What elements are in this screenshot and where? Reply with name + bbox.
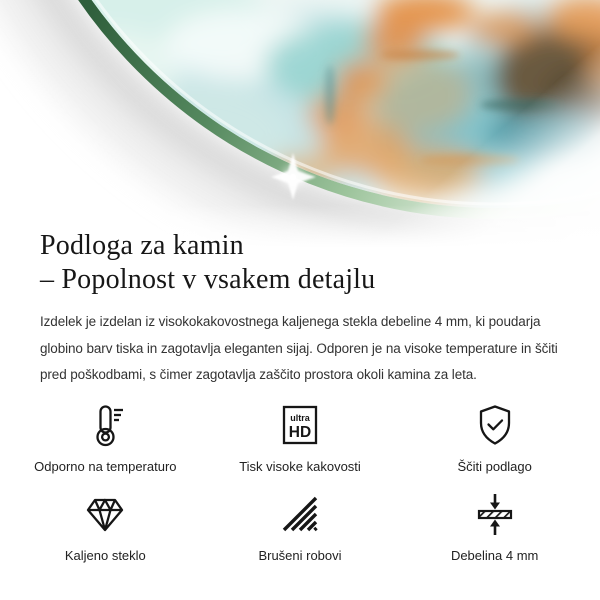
glass-panel-image <box>0 0 600 250</box>
feature-grid <box>8 400 592 564</box>
polished-edges-icon <box>276 490 324 538</box>
product-description: Izdelek je izdelan iz visokokakovostnega kaljenega stekla debeline 4 mm, ki poudarja globino barv tiska in zagotavlja eleganten sijaj. Odporen je na visoke temperature in ščiti pred poškodbami, s čimer zagotavlja zaščito prostora okoli kamina za leta. <box>40 314 558 382</box>
feature-label: Kaljeno steklo <box>64 548 146 563</box>
feature-label: Ščiti podlago <box>457 459 532 474</box>
hero-image <box>0 0 600 250</box>
feature-temperature <box>8 400 203 475</box>
feature-thickness <box>397 489 592 564</box>
feature-label: Brušeni robovi <box>258 548 342 563</box>
thermometer-icon <box>81 401 129 449</box>
feature-protects-surface <box>397 400 592 475</box>
feature-tempered-glass <box>8 489 203 564</box>
page-title-line1: Podloga za kamin <box>40 230 244 261</box>
diamond-icon <box>81 490 129 538</box>
page-title <box>40 229 375 297</box>
feature-label: Odporno na temperaturo <box>34 459 177 474</box>
shield-check-icon <box>471 401 519 449</box>
thickness-icon <box>471 490 519 538</box>
feature-label: Debelina 4 mm <box>450 548 539 563</box>
svg-text:ultra: ultra <box>290 413 310 423</box>
svg-text:HD: HD <box>288 424 312 441</box>
feature-print-quality <box>203 400 398 475</box>
ultra-hd-icon <box>276 401 324 449</box>
feature-polished-edges <box>203 489 398 564</box>
page-title-line2: – Popolnost v vsakem detajlu <box>40 264 376 295</box>
feature-label: Tisk visoke kakovosti <box>239 459 361 474</box>
